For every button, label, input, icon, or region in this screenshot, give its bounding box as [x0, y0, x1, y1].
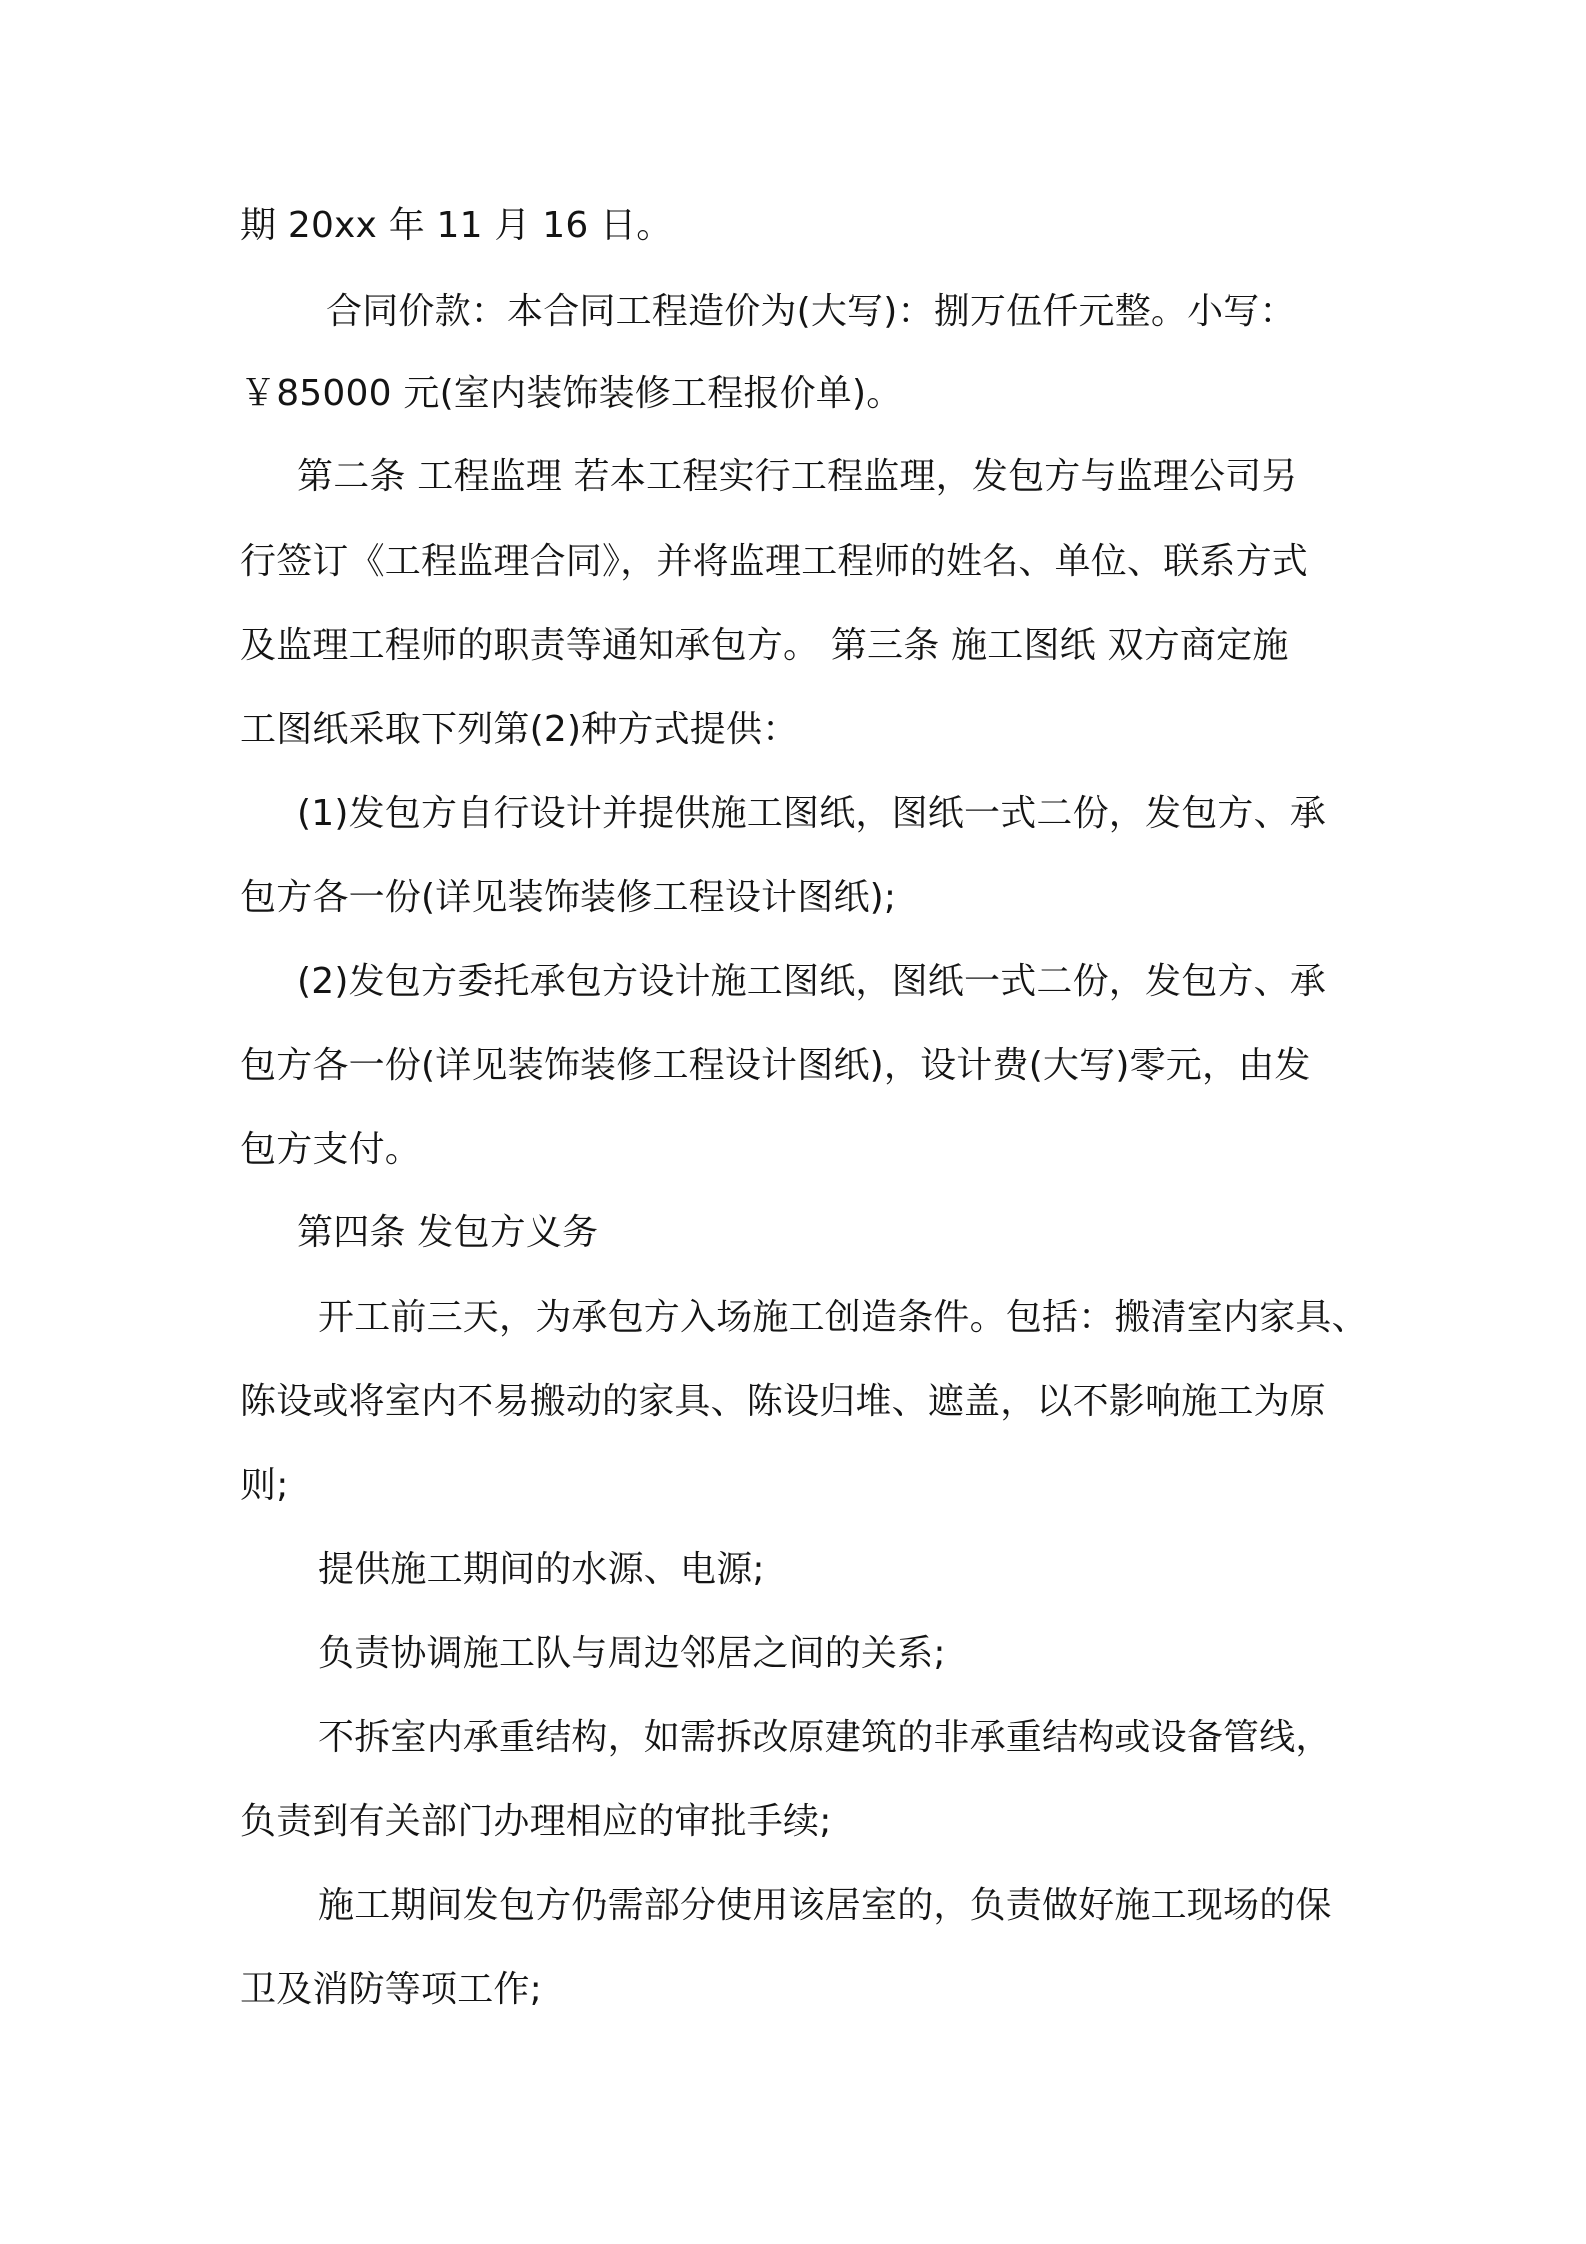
text-line-21: 施工期间发包方仍需部分使用该居室的，负责做好施工现场的保 — [318, 1885, 1332, 1926]
text-line-6: 及监理工程师的职责等通知承包方。 第三条 施工图纸 双方商定施 — [240, 625, 1289, 666]
text-line-5: 行签订《工程监理合同》，并将监理工程师的姓名、单位、联系方式 — [240, 541, 1309, 582]
text-line-19: 不拆室内承重结构，如需拆改原建筑的非承重结构或设备管线， — [318, 1717, 1332, 1758]
text-line-2: 合同价款：本合同工程造价为(大写)：捌万伍仟元整。小写： — [326, 291, 1296, 332]
text-line-8: (1)发包方自行设计并提供施工图纸，图纸一式二份，发包方、承 — [297, 793, 1326, 834]
text-line-4: 第二条 工程监理 若本工程实行工程监理，发包方与监理公司另 — [297, 456, 1298, 497]
text-line-16: 则; — [240, 1465, 289, 1506]
text-line-14: 开工前三天，为承包方入场施工创造条件。包括：搬清室内家具、 — [318, 1297, 1368, 1338]
text-line-15: 陈设或将室内不易搬动的家具、陈设归堆、遮盖，以不影响施工为原 — [240, 1381, 1327, 1422]
text-line-3: ￥85000 元(室内装饰装修工程报价单)。 — [240, 373, 903, 414]
text-line-22: 卫及消防等项工作; — [240, 1969, 542, 2010]
text-line-18: 负责协调施工队与周边邻居之间的关系; — [318, 1633, 946, 1674]
text-line-12: 包方支付。 — [240, 1129, 422, 1170]
text-line-1: 期 20xx 年 11 月 16 日。 — [240, 205, 673, 246]
text-line-13: 第四条 发包方义务 — [297, 1212, 599, 1253]
text-line-10: (2)发包方委托承包方设计施工图纸，图纸一式二份，发包方、承 — [297, 961, 1326, 1002]
text-line-11: 包方各一份(详见装饰装修工程设计图纸)，设计费(大写)零元，由发 — [240, 1045, 1311, 1086]
text-line-7: 工图纸采取下列第(2)种方式提供： — [240, 709, 799, 750]
text-line-9: 包方各一份(详见装饰装修工程设计图纸); — [240, 877, 897, 918]
text-line-17: 提供施工期间的水源、电源; — [318, 1549, 765, 1590]
text-line-20: 负责到有关部门办理相应的审批手续; — [240, 1801, 832, 1842]
